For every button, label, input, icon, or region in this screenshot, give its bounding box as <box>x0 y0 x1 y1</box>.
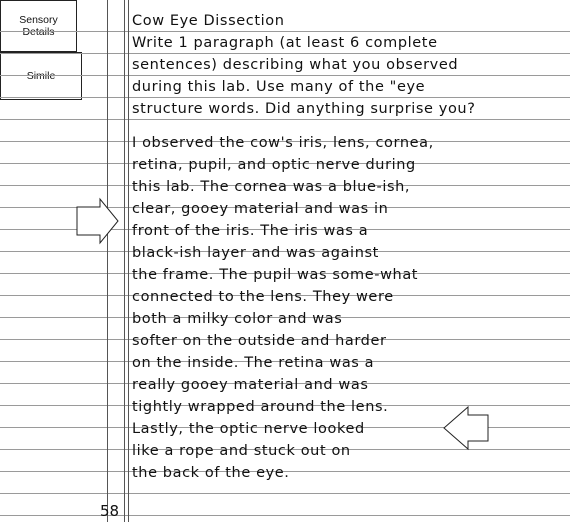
response-line: clear, gooey material and was in <box>132 201 389 217</box>
response-line: I observed the cow's iris, lens, cornea, <box>132 135 434 151</box>
response-line: really gooey material and was <box>132 377 369 393</box>
sensory-details-label: Sensory Details <box>19 14 58 38</box>
response-line: the frame. The pupil was some-what <box>132 267 419 283</box>
response-line: connected to the lens. They were <box>132 289 394 305</box>
response-line: the back of the eye. <box>132 465 290 481</box>
response-line: both a milky color and was <box>132 311 343 327</box>
prompt-line: Write 1 paragraph (at least 6 complete <box>132 35 438 51</box>
response-line: this lab. The cornea was a blue-ish, <box>132 179 411 195</box>
prompt-line: during this lab. Use many of the "eye <box>132 79 426 95</box>
response-line: like a rope and stuck out on <box>132 443 351 459</box>
sensory-arrow-icon <box>77 199 118 243</box>
simile-label: Simile <box>26 70 56 82</box>
worksheet-title: Cow Eye Dissection <box>132 13 285 29</box>
simile-arrow-icon <box>444 407 488 449</box>
response-line: on the inside. The retina was a <box>132 355 375 371</box>
response-line: black-ish layer and was against <box>132 245 379 261</box>
prompt-line: sentences) describing what you observed <box>132 57 459 73</box>
prompt-line: structure words. Did anything surprise you? <box>132 101 476 117</box>
response-line: softer on the outside and harder <box>132 333 387 349</box>
response-line: tightly wrapped around the lens. <box>132 399 389 415</box>
page-number: 58 <box>100 502 120 520</box>
response-line: Lastly, the optic nerve looked <box>132 421 365 437</box>
response-line: retina, pupil, and optic nerve during <box>132 157 416 173</box>
response-line: front of the iris. The iris was a <box>132 223 369 239</box>
